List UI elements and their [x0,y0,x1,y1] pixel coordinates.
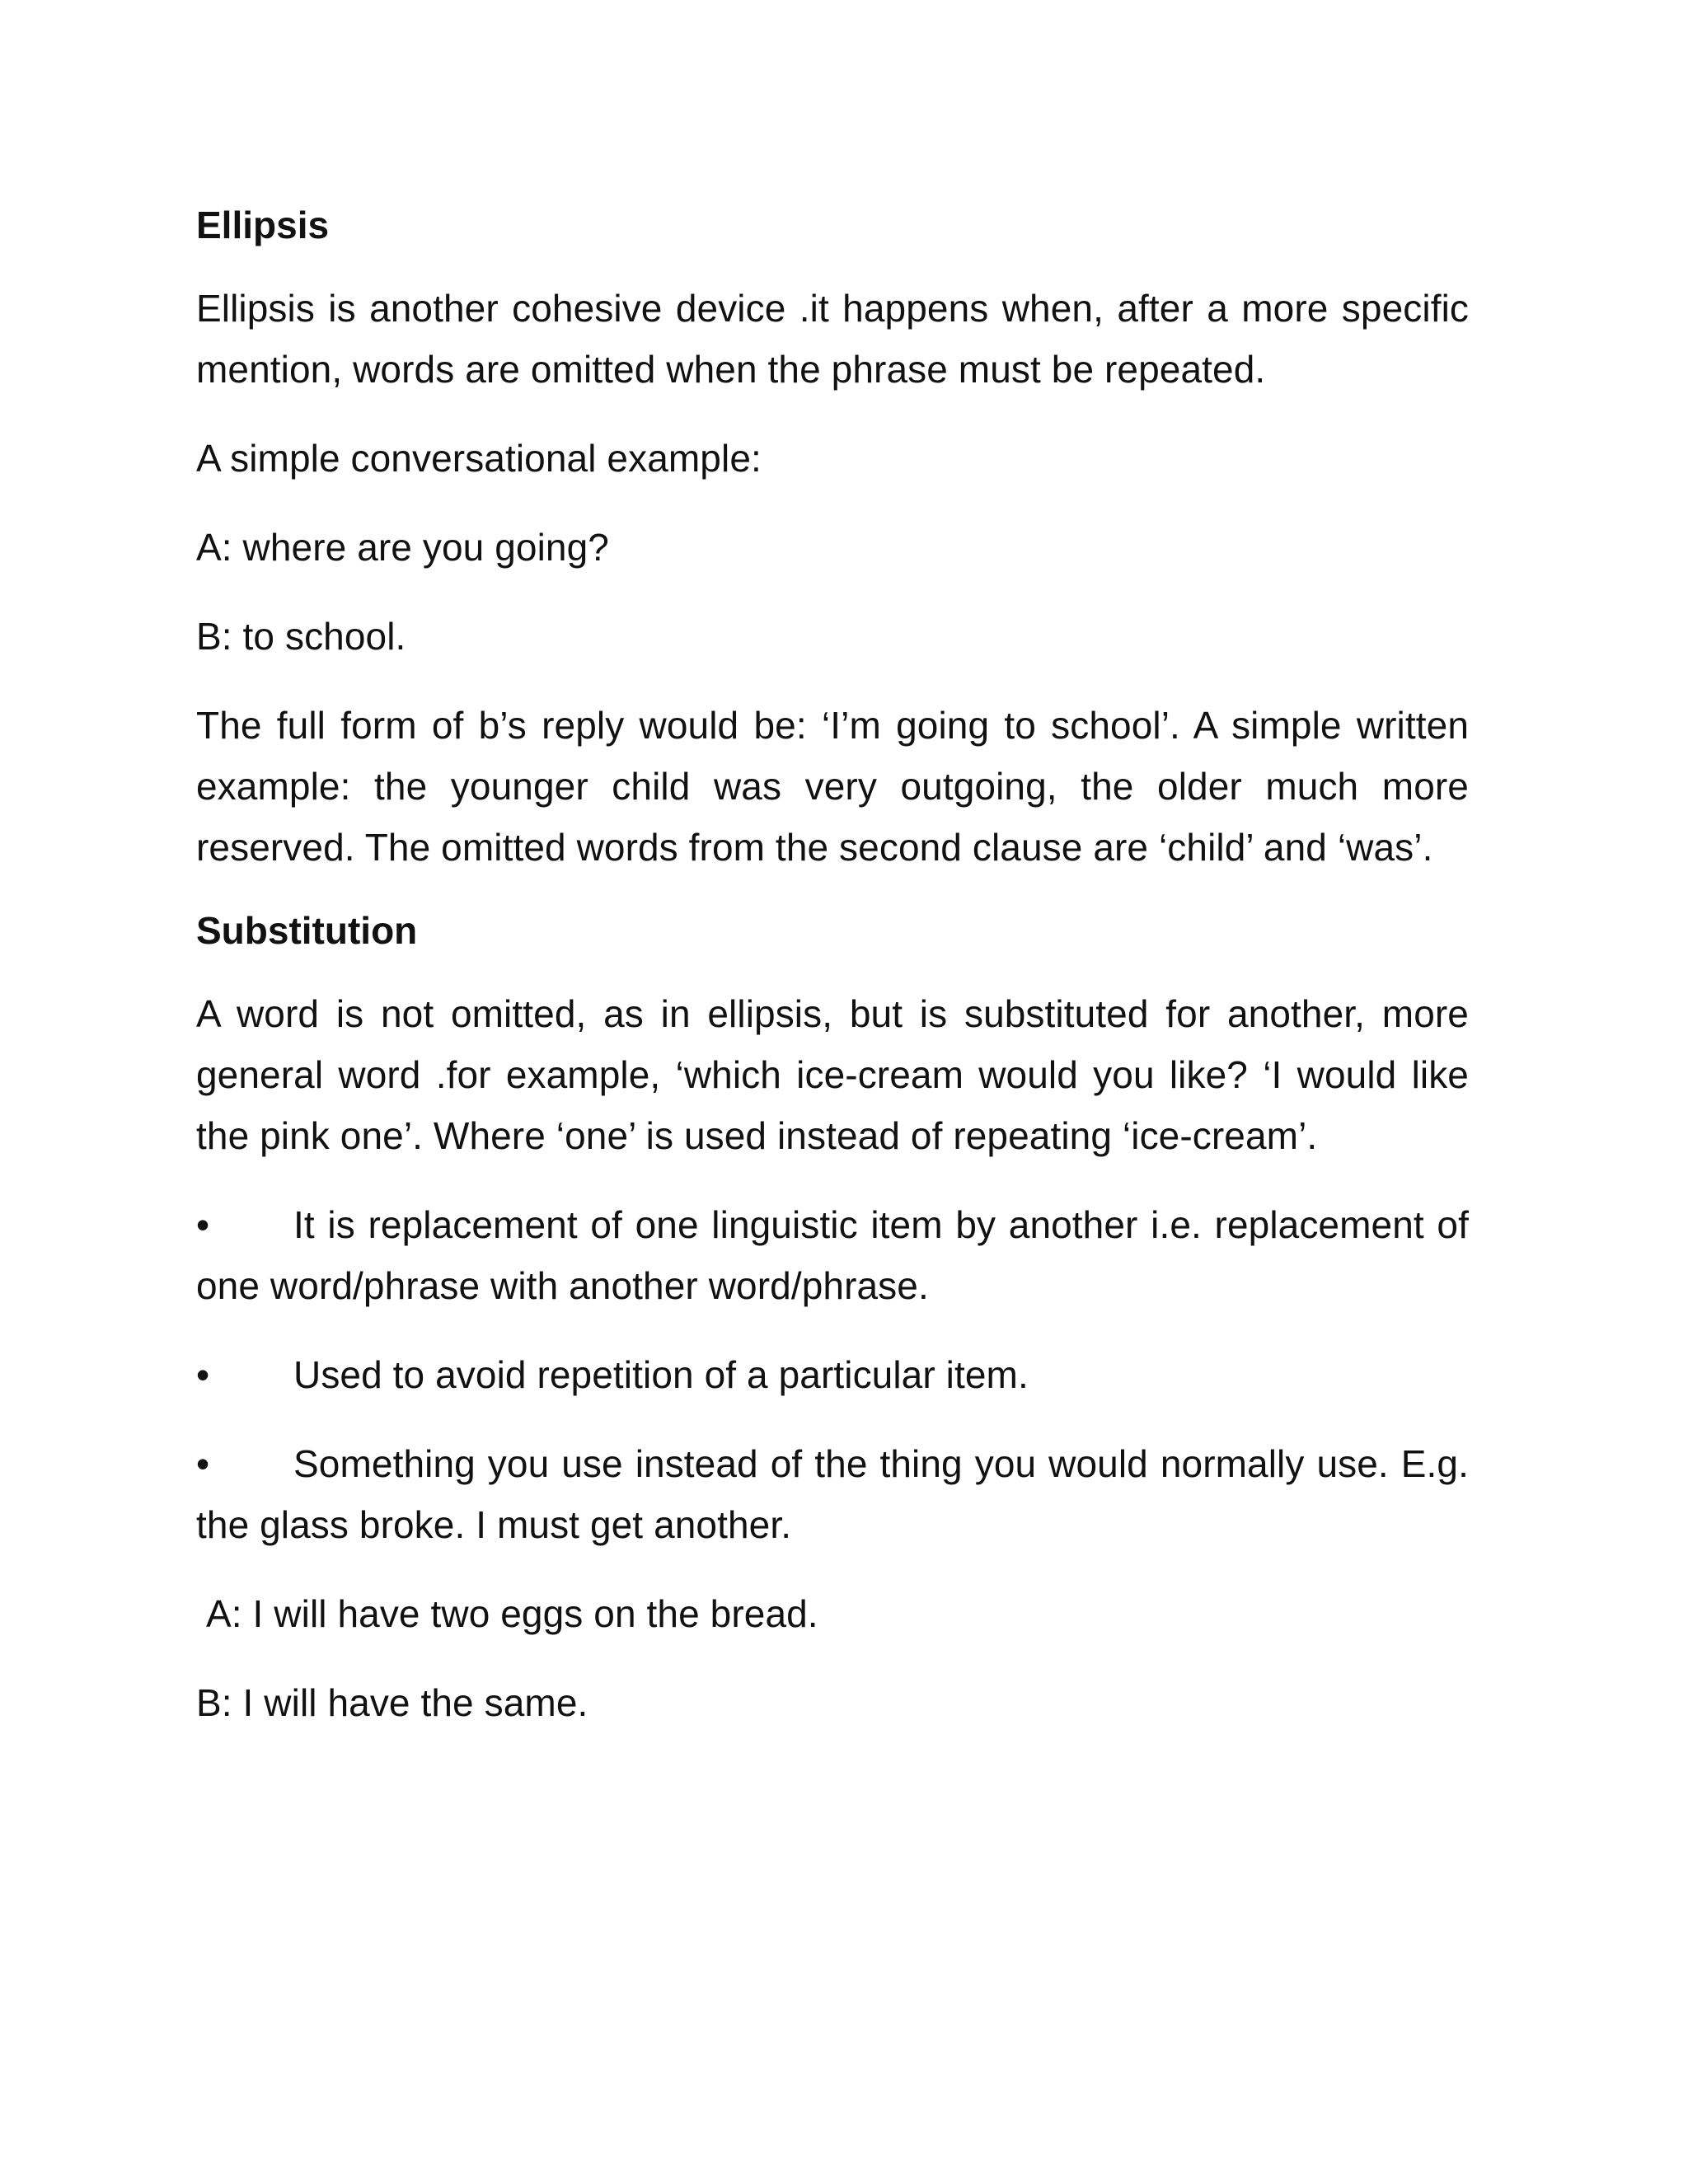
ellipsis-definition: Ellipsis is another cohesive device .it happens when, after a more specific mention, words are omitted when the phrase must be repeated. [196,287,1469,391]
ellipsis-example-intro: A simple conversational example: [196,437,762,480]
bullet-text: It is replacement of one linguistic item by another i.e. replacement of one word/phrase with another word/phrase. [196,1203,1469,1307]
bullet-icon: • [196,1442,210,1485]
ellipsis-explanation: The full form of b’s reply would be: ‘I’m going to school’. A simple written example: the younger child was very outgoing, the older much more reserved. The omitted words from the second clause are ‘child’ and ‘was’. [196,704,1469,869]
substitution-definition: A word is not omitted, as in ellipsis, but is substituted for another, more general word .for example, ‘which ice-cream would you like? ‘I would like the pink one’. Where ‘one’ is used instead of repeating ‘ice-cream’. [196,992,1469,1157]
substitution-bullet-1 [196,1194,1469,1316]
substitution-bullet-2 [196,1344,1469,1405]
ellipsis-dialogue-b: B: to school. [196,615,406,658]
bullet-text: Used to avoid repetition of a particular item. [293,1353,1029,1396]
substitution-heading: Substitution [196,909,418,952]
substitution-bullet-3 [196,1433,1469,1555]
document-content [196,200,1469,1761]
substitution-dialogue-b: B: I will have the same. [196,1681,588,1724]
bullet-icon: • [196,1353,210,1396]
ellipsis-dialogue-a: A: where are you going? [196,526,609,569]
bullet-text: Something you use instead of the thing you would normally use. E.g. the glass broke. I must get another. [196,1442,1469,1546]
substitution-dialogue-a: A: I will have two eggs on the bread. [206,1592,818,1635]
ellipsis-heading: Ellipsis [196,204,330,246]
bullet-icon: • [196,1203,210,1246]
